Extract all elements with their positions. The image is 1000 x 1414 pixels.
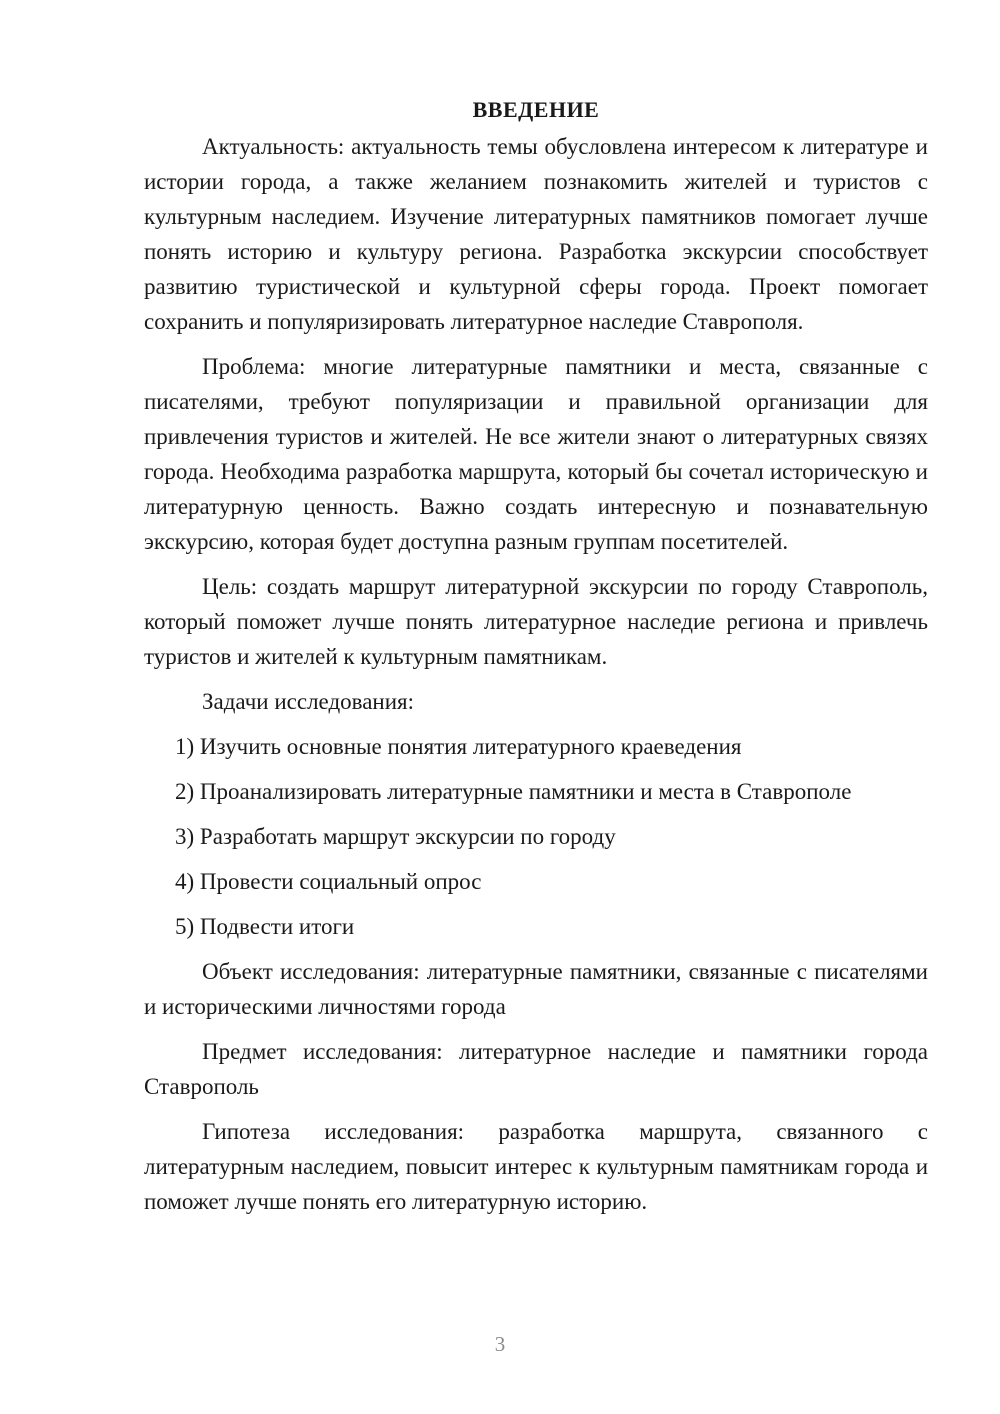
object-paragraph: Объект исследования: литературные памятники, связанные с писателями и историческими личностями города (144, 959, 928, 1019)
task-item: 1) Изучить основные понятия литературного краеведения (175, 734, 742, 759)
tasks-heading: Задачи исследования: (202, 689, 415, 714)
task-item: 3) Разработать маршрут экскурсии по городу (175, 824, 616, 849)
task-item: 5) Подвести итоги (175, 914, 355, 939)
page-content (144, 92, 928, 1229)
page-title: ВВЕДЕНИЕ (472, 97, 600, 122)
hypothesis-paragraph: Гипотеза исследования: разработка маршрута, связанного с литературным наследием, повысит интерес к культурным памятникам города и поможет лучше понять его литературную историю. (144, 1119, 928, 1214)
subject-paragraph: Предмет исследования: литературное наследие и памятники города Ставрополь (144, 1039, 928, 1099)
page-number: 3 (494, 1332, 506, 1356)
goal-paragraph: Цель: создать маршрут литературной экскурсии по городу Ставрополь, который поможет лучше понять литературное наследие региона и привлечь туристов и жителей к культурным памятникам. (144, 574, 928, 669)
problem-paragraph: Проблема: многие литературные памятники и места, связанные с писателями, требуют популяризации и правильной организации для привлечения туристов и жителей. Не все жители знают о литературных связях города. Необходима разработка маршрута, который бы сочетал историческую и литературную ценность. Важно создать интересную и познавательную экскурсию, которая будет доступна разным группам посетителей. (144, 354, 928, 554)
task-item: 4) Провести социальный опрос (175, 869, 482, 894)
relevance-paragraph: Актуальность: актуальность темы обусловлена интересом к литературе и истории города, а также желанием познакомить жителей и туристов с культурным наследием. Изучение литературных памятников помогает лучше понять историю и культуру региона. Разработка экскурсии способствует развитию туристической и культурной сферы города. Проект помогает сохранить и популяризировать литературное наследие Ставрополя. (144, 134, 928, 334)
task-item: 2) Проанализировать литературные памятники и места в Ставрополе (175, 779, 852, 804)
tasks-list (144, 729, 928, 944)
